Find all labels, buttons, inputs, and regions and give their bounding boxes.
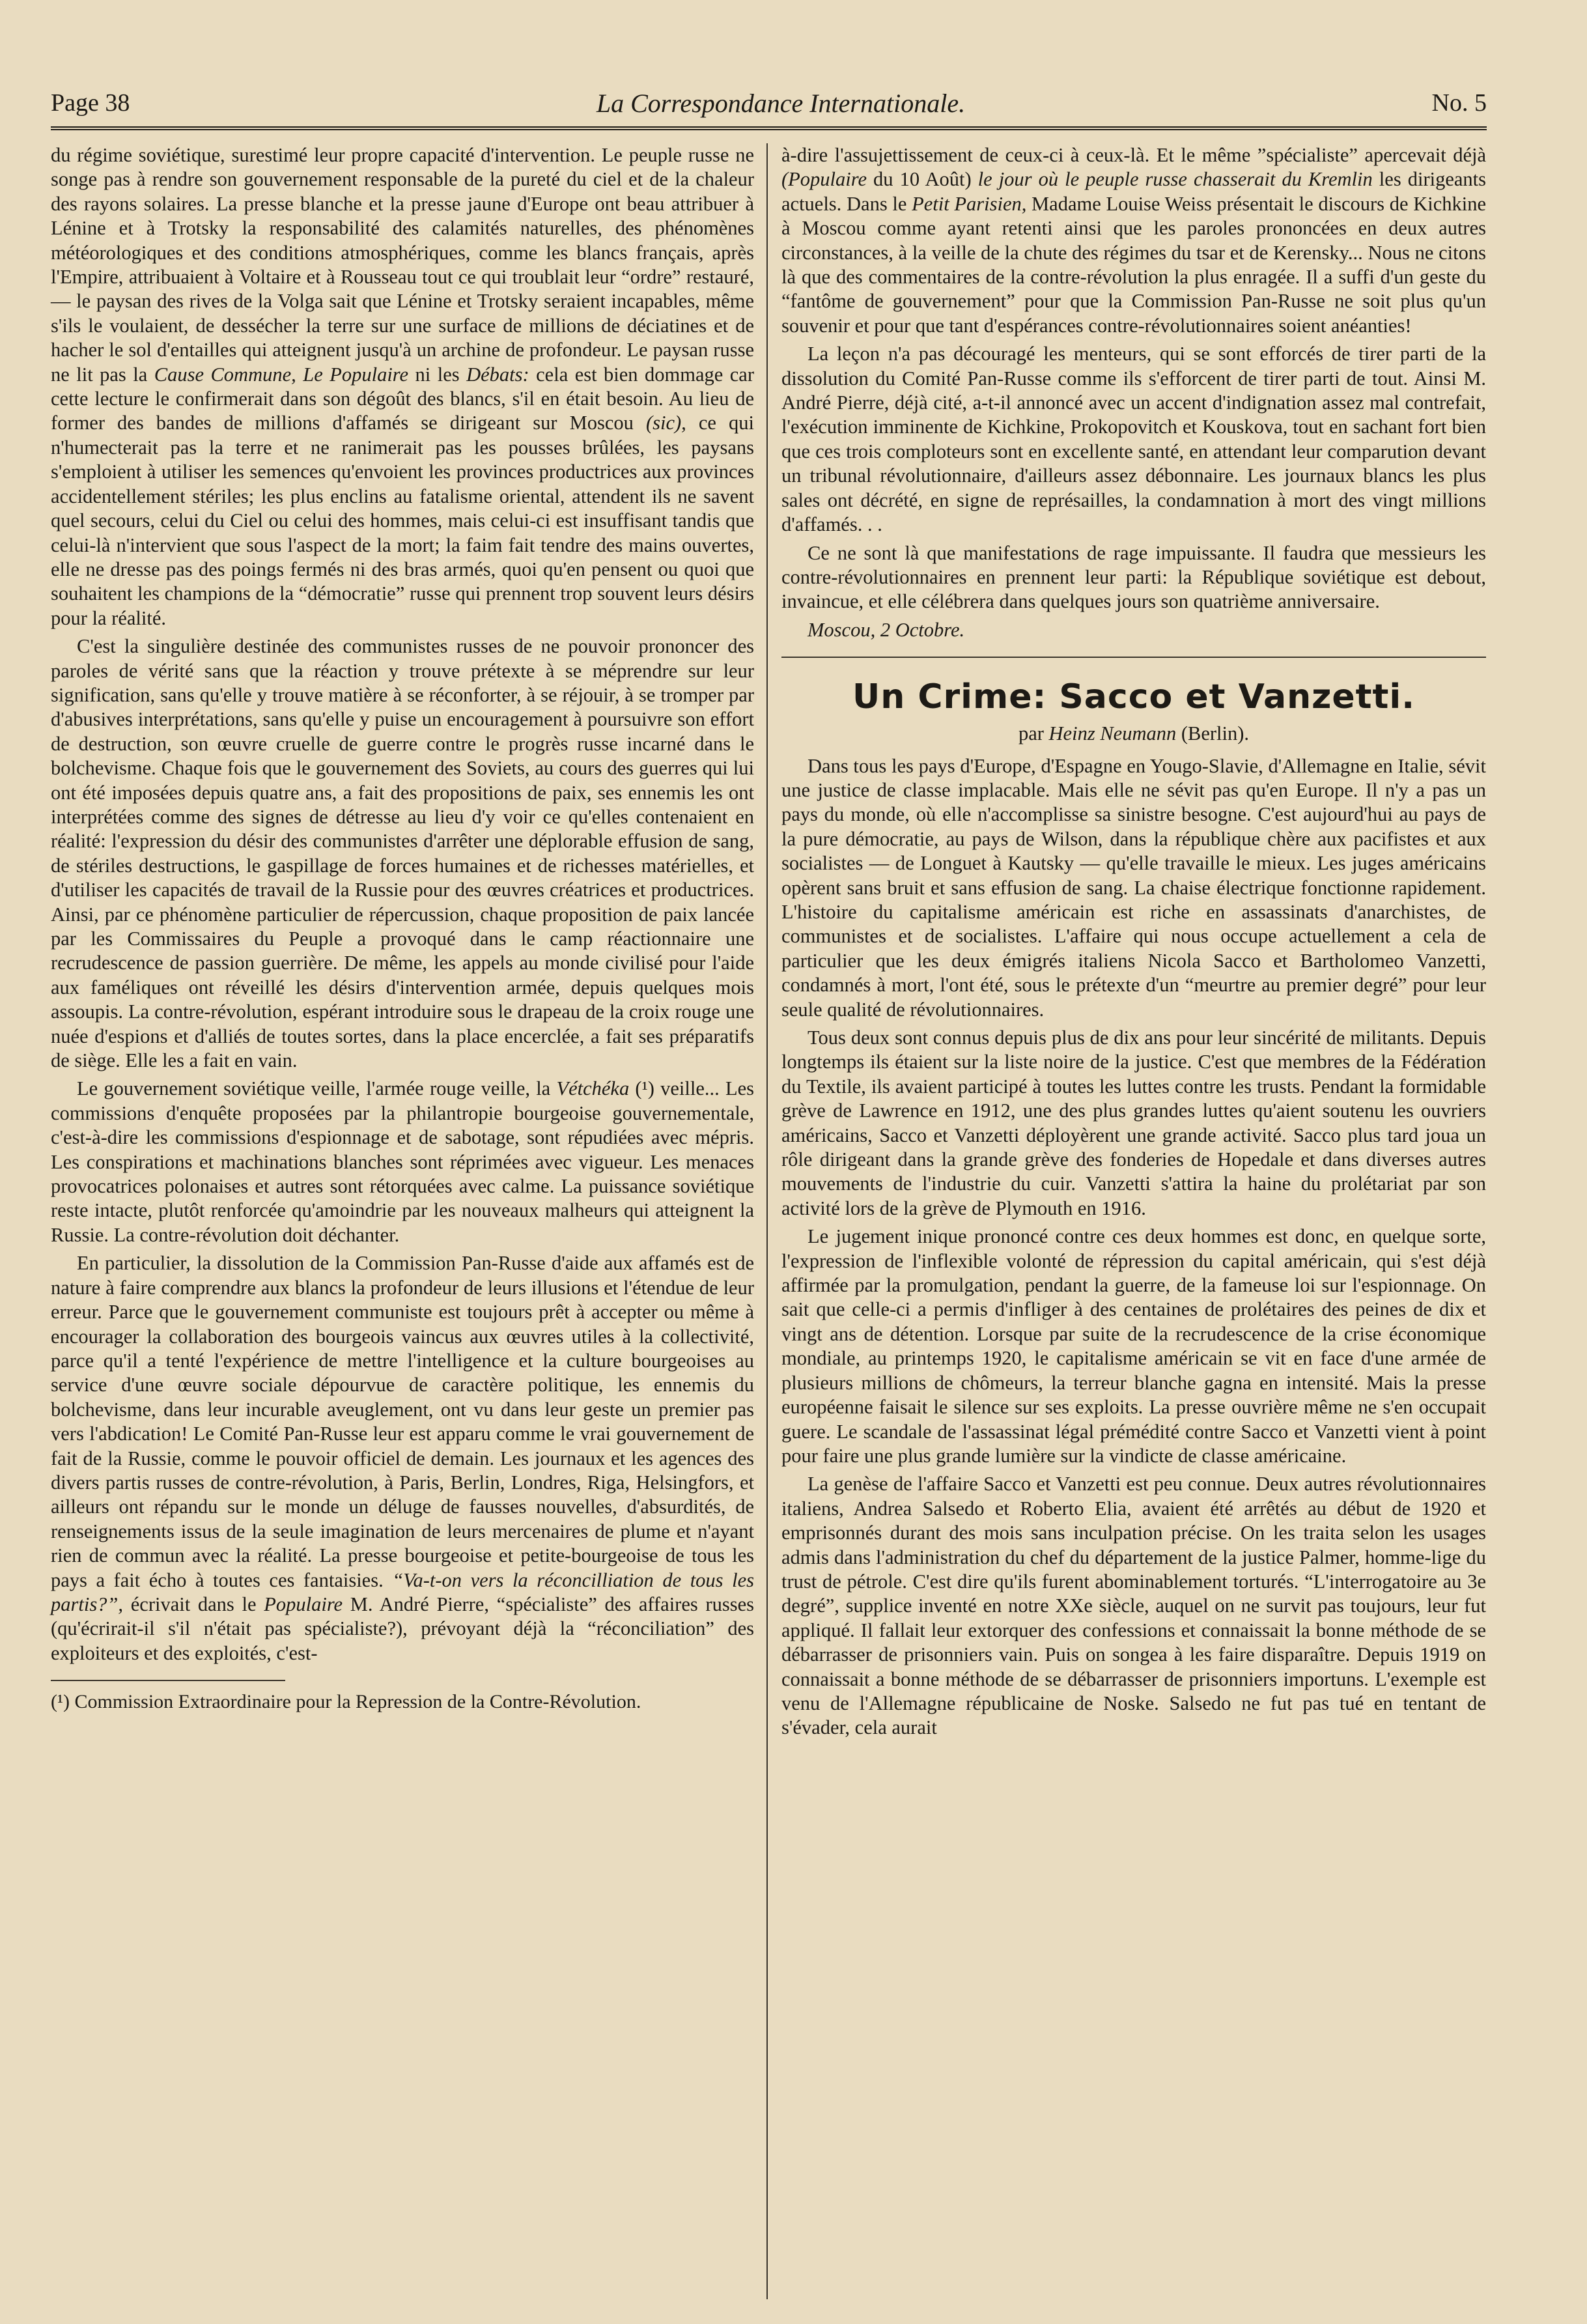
right-column bbox=[781, 143, 1486, 2293]
page-header bbox=[51, 79, 1487, 130]
paragraph: Le gouvernement soviétique veille, l'armée rouge veille, la Vétchéka (¹) veille... Les commissions d'enquête proposées par la philantropie bourgeoise gouvernementale, c'est-à-dire les commissions d'espionnage et de sabotage, sont répudiées avec mépris. Les conspirations et machinations blanches sont réprimées avec vigueur. Les menaces provocatrices polonaises et autres sont rétorquées avec calme. La puissance soviétique reste intacte, plutôt renforcée qu'amoindrie par les nouveaux malheurs qui atteignent la Russie. La contre-révolution doit déchanter. bbox=[51, 1077, 754, 1246]
paragraph: En particulier, la dissolution de la Commission Pan-Russe d'aide aux affamés est de nature à faire comprendre aux blancs la profondeur de leurs illusions et l'étendue de leur erreur. Parce que le gouvernement communiste est toujours prêt à accepter ou même à encourager la collaboration des bourgeois vaincus aux œuvres utiles à la collectivité, parce qu'il a tenté l'expérience de mettre l'intelligence et la culture bourgeoises au service d'une œuvre sociale dépourvue de caractère politique, les ennemis du bolchevisme, dans leur incurable aveuglement, ont vu dans leur geste un premier pas vers l'abdication! Le Comité Pan-Russe leur est apparu comme le vrai gouvernement de fait de la Russie, comme le pouvoir officiel de demain. Les journaux et les agences des divers partis russes de contre-révolution, à Paris, Berlin, Londres, Riga, Helsingfors, et ailleurs ont répandu sur le monde un déluge de fausses nouvelles, d'absurdités, de renseignements issus de la seule imagination de leurs mercenaires de plume et n'ayant rien de commun avec la réalité. La presse bourgeoise et petite-bourgeoise de tous les pays a fait écho à toutes ces fantaisies. “Va-t-on vers la réconcilliation de tous les partis?”, écrivait dans le Populaire M. André Pierre, “spécialiste” des affaires russes (qu'écrirait-il s'il n'était pas spécialiste?), prévoyant déjà la “réconciliation” des exploiteurs et des exploités, c'est- bbox=[51, 1252, 754, 1664]
footnote: (¹) Commission Extraordinaire pour la Repression de la Contre-Révolution. bbox=[51, 1691, 641, 1713]
column-divider bbox=[766, 143, 768, 2299]
footnote-rule bbox=[51, 1680, 285, 1681]
paragraph: à-dire l'assujettissement de ceux-ci à ceux-là. Et le même ”spécialiste” apercevait déjà (Populaire du 10 Août) le jour où le peuple russe chasserait du Kremlin les dirigeants actuels. Dans le Petit Parisien, Madame Louise Weiss présentait le discours de Kichkine à Moscou comme ayant retenti ainsi que les paroles prononcées en deux autres circonstances, à la veille de la chute des régimes du tsar et de Kerensky... Nous ne citons là que des commentaires de la contre-révolution la plus enragée. Il a suffi d'un geste du “fantôme de gouvernement” pour que la Commission Pan-Russe ne soit plus qu'un souvenir et pour que tant d'espérances contre-révolutionnaires soient anéanties! bbox=[781, 144, 1486, 337]
publication-title: La Correspondance Internationale. bbox=[596, 88, 966, 118]
dateline: Moscou, 2 Octobre. bbox=[808, 618, 965, 641]
page-number: Page 38 bbox=[51, 89, 130, 117]
paragraph: Le jugement inique prononcé contre ces deux hommes est donc, en quelque sorte, l'expression de l'inflexible volonté de répression du capital américain, qui s'est déjà affirmée par la promulgation, pendant la guerre, de la fameuse loi sur l'espionnage. On sait que celle-ci a permis d'infliger à des centaines de prolétaires des peines de dix et vingt ans de détention. Lorsque par suite de la recrudescence de la crise économique mondiale, au printemps 1920, le capitalisme américain se vit en face d'une armée de plusieurs millions de chômeurs, la terreur blanche gagna en intensité. Mais la presse européenne faisait le silence sur ses exploits. La presse ouvrière même ne s'en occupait guere. Le scandale de l'assassinat légal prémédité contre Sacco et Vanzetti vient à point pour faire une plus grande lumière sur la vindicte de classe américaine. bbox=[781, 1225, 1486, 1467]
paragraph: Tous deux sont connus depuis plus de dix ans pour leur sincérité de militants. Depuis longtemps ils étaient sur la liste noire de la justice. C'est que membres de la Fédération du Textile, ils avaient participé à toutes les luttes contre les trusts. Pendant la formidable grève de Lawrence en 1912, une des plus grandes luttes qu'aient soutenu les ouvriers américains, Sacco et Vanzetti déployèrent une grande activité. Sacco plus tard joua un rôle dirigeant dans la grande grève des fonderies de Hopedale et dans diverses autres mouvements de l'industrie du cuir. Vanzetti s'attira la haine du prolétariat par son activité lors de la grève de Plymouth en 1916. bbox=[781, 1027, 1486, 1219]
byline: par Heinz Neumann (Berlin). bbox=[1018, 722, 1250, 745]
section-rule bbox=[781, 657, 1486, 658]
paragraph: Dans tous les pays d'Europe, d'Espagne en Yougo-Slavie, d'Allemagne en Italie, sévit une justice de classe implacable. Mais elle ne sévit pas qu'en Europe. Il n'y a pas un pays du monde, où elle n'accomplisse sa sinistre besogne. C'est aujourd'hui au pays de la pure démocratie, au pays de Wilson, dans la république chère aux pacifistes et aux socialistes — de Longuet à Kautsky — qu'elle travaille le mieux. Les juges américains opèrent sans bruit et sans effusion de sang. La chaise électrique fonctionne rapidement. L'histoire du capitalisme américain est riche en assassinats d'anarchistes, de communistes et de socialistes. L'affaire qui nous occupe actuellement a cela de particulier que les deux émigrés italiens Nicola Sacco et Bartholomeo Vanzetti, condamnés à mort, l'ont été, sous le prétexte d'un “meurtre au premier degré” pour leur seule qualité de révolutionnaires. bbox=[781, 754, 1486, 1021]
paragraph: du régime soviétique, surestimé leur propre capacité d'intervention. Le peuple russe ne songe pas à rendre son gouvernement responsable de la pureté du ciel et de la chaleur des rayons solaires. La presse blanche et la presse jaune d'Europe ont beau attribuer à Lénine et à Trotsky la responsabilité des calamités naturelles, des phénomènes météorologiques et des conditions atmosphériques, comme les blancs français, après l'Empire, attribuaient à Voltaire et à Rousseau tout ce qui troublait leur “ordre” restauré, — le paysan des rives de la Volga sait que Lénine et Trotsky seraient incapables, même s'ils le voulaient, de dessécher la terre sur une surface de millions de déciatines et de hacher le sol d'entailles qui atteignent jusqu'à un archine de profondeur. Le paysan russe ne lit pas la Cause Commune, Le Populaire ni les Débats: cela est bien dommage car cette lecture le confirmerait dans son dégoût des blancs, s'il en était besoin. Au lieu de former des bandes de millions d'affamés se dirigeant sur Moscou (sic), ce qui n'humecterait pas la terre et ne ranimerait pas les pousses brûlées, les paysans s'emploient à utiliser les semences qu'envoient les provinces productrices aux provinces accidentellement stériles; les plus enclins au fatalisme oriental, attendent ils ne savent quel secours, celui du Ciel ou celui des hommes, mais celui-ci est insuffisant tandis que celui-là n'intervient que sous l'aspect de la mort; la faim fait tendre des mains ouvertes, elle ne dresse pas des poings fermés ni des bras armés, quoi qu'en pensent ou quoi que souhaitent les champions de la “démocratie” russe qui prennent trop souvent leurs désirs pour la réalité. bbox=[51, 144, 754, 629]
paragraph: C'est la singulière destinée des communistes russes de ne pouvoir prononcer des paroles de vérité sans que la réaction y trouve prétexte à se méprendre sur leur signification, sans qu'elle y trouve matière à se réconforter, à se réjouir, à se tromper par d'abusives interprétations, sans qu'elle y puise un encouragement à poursuivre son effort de destruction, son œuvre cruelle de guerre contre le progrès russe incarné dans le bolchevisme. Chaque fois que le gouvernement des Soviets, au cours des guerres qui lui ont été imposées depuis quatre ans, a fait des propositions de paix, ses ennemis les ont interprétées comme des signes de détresse au lieu d'y voir ce qu'elles contenaient en réalité: l'expression du désir des communistes d'arrêter une déplorable effusion de sang, de stériles destructions, le gaspillage de forces humaines et de richesses matérielles, et d'utiliser les capacités de travail de la Russie pour des œuvres créatrices et productrices. Ainsi, par ce phénomène particulier de répercussion, chaque proposition de paix lancée par les Commissaires du Peuple a provoqué dans le camp réactionnaire une recrudescence de passion guerrière. De même, les appels au monde civilisé pour l'aide aux faméliques ont réveillé les désirs d'intervention armée, depuis quelques mois assoupis. La contre-révolution, espérant introduire sous le drapeau de la croix rouge une nuée d'espions et d'alliés de toutes sortes, dans la place encerclée, a fait ses préparatifs de siège. Elle les a fait en vain. bbox=[51, 635, 754, 1072]
left-column bbox=[51, 143, 754, 2293]
paragraph: La genèse de l'affaire Sacco et Vanzetti est peu connue. Deux autres révolutionnaires italiens, Andrea Salsedo et Roberto Elia, avaient été arrêtés au début de 1920 et emprisonnés durant des mois sans inculpation précise. On les traita selon les usages admis dans l'administration du chef du département de la justice Palmer, homme-lige du trust de pétrole. C'est dire qu'ils furent abominablement torturés. “L'interrogatoire au 3e degré”, supplice inventé en notre XXe siècle, auquel on ne survit pas toujours, leur fut appliqué. Il fallait leur extorquer des confessions et connaissait la bonne méthode de se débarrasser de prisonniers vain. Puis on songea à les faire disparaître. Depuis 1919 on connaissait a bonne méthode de se débarrasser de prisonniers importuns. L'exemple est venu de l'Allemagne républicaine de Noske. Salsedo ne fut pas tué en tentant de s'évader, cela aurait bbox=[781, 1473, 1486, 1739]
paragraph: Ce ne sont là que manifestations de rage impuissante. Il faudra que messieurs les contre-révolutionnaires en prennent leur parti: la République soviétique est debout, invaincue, et elle célébrera dans quelques jours son quatrième anniversaire. bbox=[781, 541, 1486, 613]
issue-number: No. 5 bbox=[1431, 89, 1487, 117]
paragraph: La leçon n'a pas découragé les menteurs, qui se sont efforcés de tirer parti de la dissolution du Comité Pan-Russe comme ils s'efforcent de tirer parti de tout. Ainsi M. André Pierre, déjà cité, a-t-il annoncé avec un accent d'indignation assez mal contrefait, l'exécution imminente de Kichkine, Prokopovitch et Kouskova, tout en sachant fort bien que ces trois comploteurs sont en excellente santé, en attendant leur comparution devant un tribunal révolutionnaire, d'ailleurs assez débonnaire. Les journaux blancs les plus sales ont décrété, en signe de représailles, la condamnation à mort des vingt millions d'affamés. . . bbox=[781, 343, 1486, 536]
article-title: Un Crime: Sacco et Vanzetti. bbox=[852, 677, 1415, 717]
